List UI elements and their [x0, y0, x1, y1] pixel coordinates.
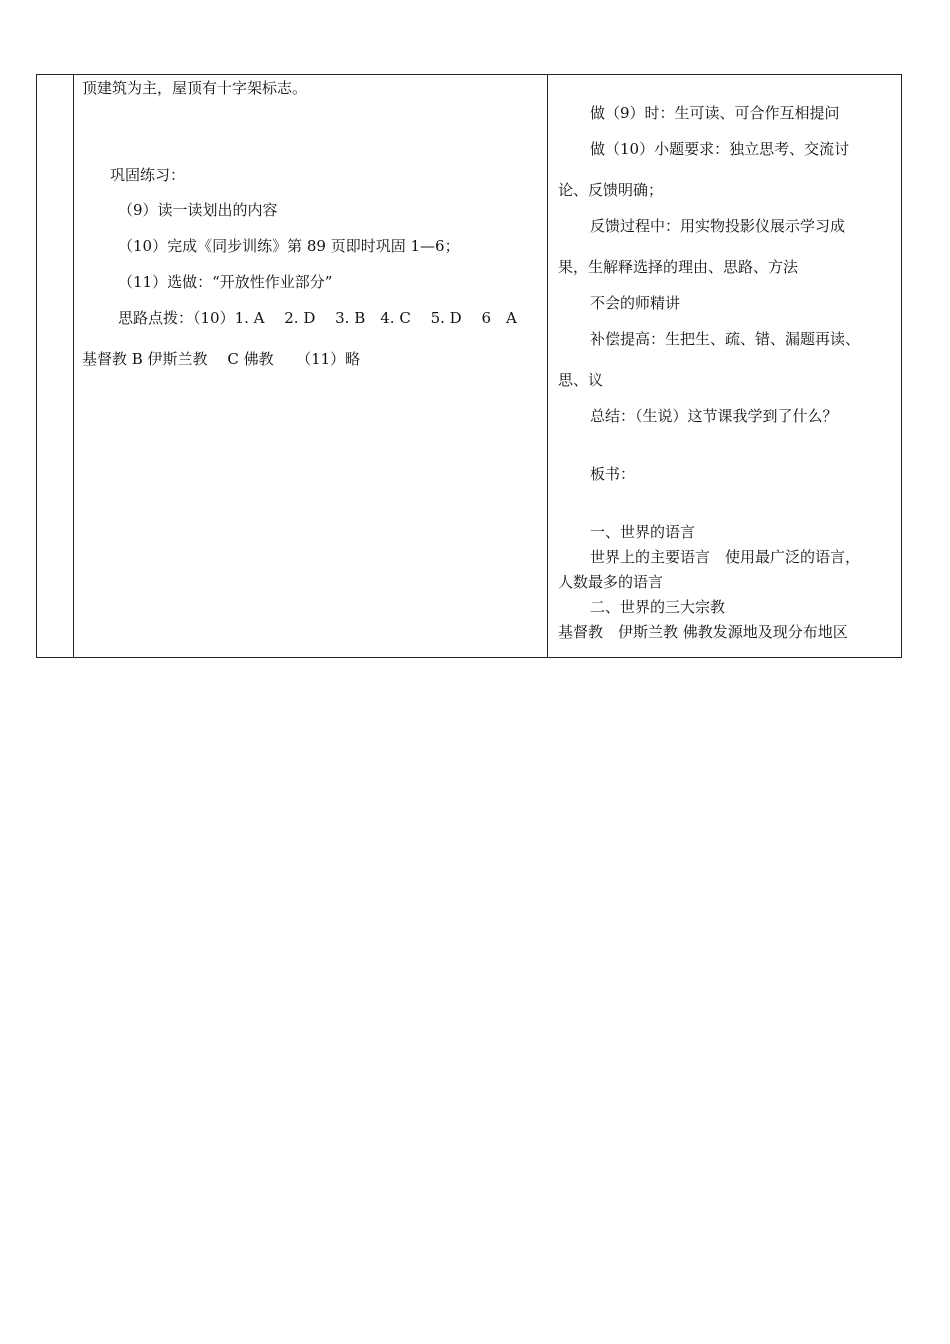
- column-divider-1: [73, 75, 74, 657]
- right-line-7: 补偿提高：生把生、疏、错、漏题再读、: [590, 330, 861, 348]
- board-heading: 板书：: [590, 465, 636, 483]
- right-line-3: 论、反馈明确；: [558, 181, 664, 199]
- practice-item-9: （9）读一读划出的内容: [118, 201, 278, 219]
- board-line-2: 世界上的主要语言 使用最广泛的语言，: [590, 548, 861, 566]
- hint-line-2: 基督教 B 伊斯兰教 C 佛教 （11）略: [82, 350, 361, 368]
- right-line-4: 反馈过程中：用实物投影仪展示学习成: [590, 217, 846, 235]
- right-line-5: 果，生解释选择的理由、思路、方法: [558, 258, 799, 276]
- practice-heading: 巩固练习：: [110, 166, 186, 184]
- right-line-6: 不会的师精讲: [590, 294, 681, 312]
- practice-item-10: （10）完成《同步训练》第 89 页即时巩固 1—6；: [118, 237, 460, 255]
- board-line-3: 人数最多的语言: [558, 573, 664, 591]
- column-divider-2: [547, 75, 548, 657]
- practice-item-11: （11）选做：“开放性作业部分”: [118, 273, 333, 291]
- hint-line-1: 思路点拨：（10）1. A 2. D 3. B 4. C 5. D 6 A: [118, 309, 517, 327]
- left-continued-line: 顶建筑为主，屋顶有十字架标志。: [82, 79, 308, 97]
- board-line-4: 二、世界的三大宗教: [590, 598, 726, 616]
- right-line-1: 做（9）时：生可读、可合作互相提问: [590, 104, 840, 122]
- right-line-8: 思、议: [558, 371, 604, 389]
- board-line-1: 一、世界的语言: [590, 523, 696, 541]
- board-line-5: 基督教 伊斯兰教 佛教发源地及现分布地区: [558, 623, 848, 641]
- right-line-2: 做（10）小题要求：独立思考、交流讨: [590, 140, 850, 158]
- summary-line: 总结：（生说）这节课我学到了什么？: [590, 407, 838, 425]
